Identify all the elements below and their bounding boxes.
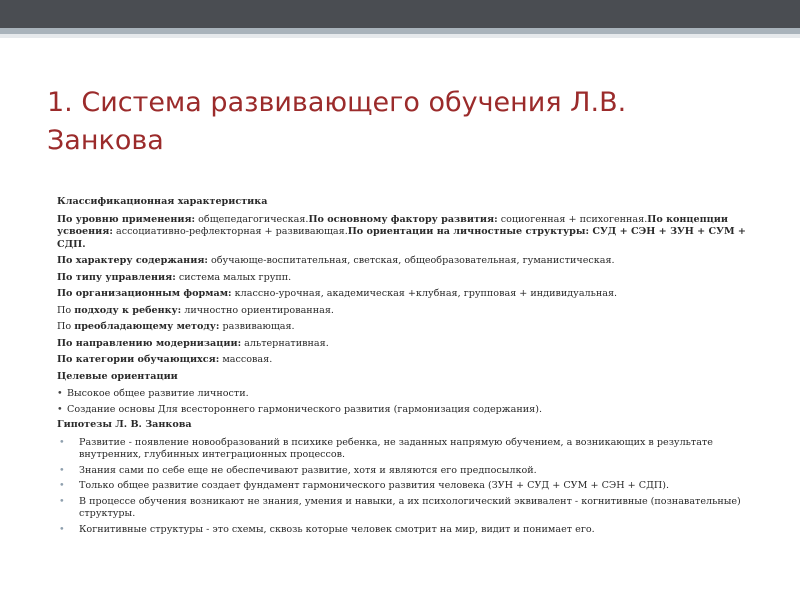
target-item: • Высокое общее развитие личности.: [57, 388, 757, 401]
hypothesis-item: • Когнитивные структуры - это схемы, сквозь которые человек смотрит на мир, видит и понимает его.: [57, 524, 757, 537]
classification-row: По преобладающему методу: развивающая.: [57, 321, 295, 332]
classification-row: По характеру содержания: обучающе-воспитательная, светская, общеобразовательная, гуманистическая.: [57, 255, 615, 266]
hypotheses-header: Гипотезы Л. В. Занкова: [57, 419, 192, 430]
level-value: общепедагогическая.: [195, 213, 309, 225]
slide-title: 1. Система развивающего обучения Л.В. Занкова: [47, 87, 627, 156]
classification-row: По организационным формам: классно-урочная, академическая +клубная, групповая + индивидуальная.: [57, 288, 618, 299]
classification-row: По подходу к ребенку: личностно ориентированная.: [57, 304, 334, 316]
classification-row-main: [57, 214, 757, 252]
classification-header: Классификационная характеристика: [57, 196, 268, 207]
hypothesis-item: • Развитие - появление новообразований в психике ребенка, не заданных напрямую обучением, а возникающих в результате внутренних, глубинных интеграционных процессов.: [57, 437, 757, 462]
factor-value: социогенная + психогенная.: [497, 213, 648, 225]
orientation-label: По ориентации на личностные структуры: СУД + СЭН + ЗУН + СУМ + СДП.: [57, 226, 746, 250]
hypothesis-item: • В процессе обучения возникают не знания, умения и навыки, а их психологический эквивалент - когнитивные (познавательные) структуры.: [57, 496, 757, 521]
classification-row: По категории обучающихся: массовая.: [57, 354, 273, 365]
target-item: • Создание основы Для всестороннего гармонического развития (гармонизация содержания).: [57, 404, 757, 417]
classification-row: По направлению модернизации: альтернативная.: [57, 337, 329, 349]
targets-header: Целевые ориентации: [57, 370, 178, 382]
slide-content: [57, 196, 757, 539]
hypothesis-item: • Только общее развитие создает фундамент гармонического развития человека (ЗУН + СУД + СУМ + СЭН + СДП).: [57, 480, 757, 493]
header-bar: [0, 0, 800, 28]
hypothesis-item: • Знания сами по себе еще не обеспечивают развитие, хотя и являются его предпосылкой.: [57, 465, 757, 478]
header-stripe-light: [0, 34, 800, 38]
classification-row: По типу управления: система малых групп.: [57, 271, 292, 283]
level-label: По уровню применения:: [57, 213, 196, 225]
concept-value: ассоциативно-рефлекторная + развивающая.: [112, 226, 348, 237]
concept-label: По концепции усвоения:: [57, 213, 728, 237]
factor-label: По основному фактору развития:: [308, 213, 498, 225]
